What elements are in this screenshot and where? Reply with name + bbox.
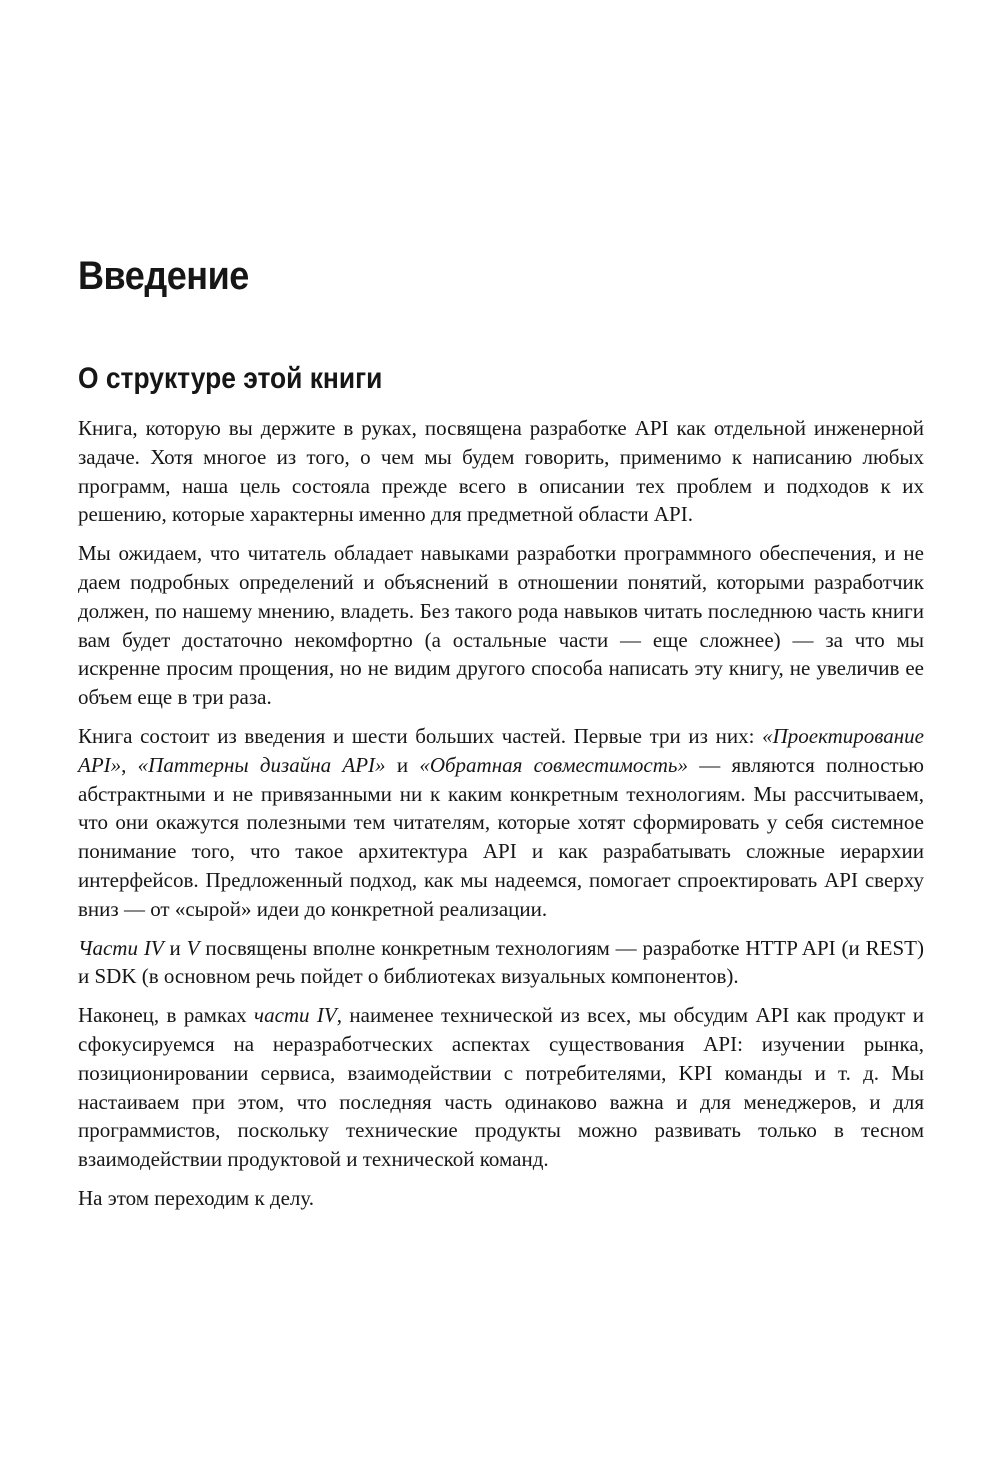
paragraph-6: На этом переходим к делу. <box>78 1185 315 1210</box>
paragraph-5 <box>78 1001 924 1174</box>
paragraph-2: Мы ожидаем, что читатель обладает навыками разработки программного обеспечения, и не даем подробных определений и объяснений в отношении понятий, которыми разработчик должен, по нашему мнению, владеть. Без такого рода навыков читать последнюю часть книги вам будет достаточно некомфортно (а остальные части — еще сложнее) — за что мы искренне просим прощения, но не видим другого способа написать эту книгу, не увеличив ее объем еще в три раза. <box>78 541 924 710</box>
paragraph-3 <box>78 722 924 924</box>
paragraph-3-text-b: , <box>121 752 138 777</box>
paragraph-5-text-b: , наименее технической из всех, мы обсудим API как продукт и сфокусируемся на неразработческих аспектах существования API: изучении рынка, позиционировании сервиса, взаимодействии с потребителями, KPI команды и т. д. Мы настаиваем при этом, что последняя часть одинаково важна и для менеджеров, и для программистов, поскольку технические продукты можно развивать только в тесном взаимодействии продуктовой и технической команд. <box>78 1003 925 1172</box>
body-text <box>78 414 924 1223</box>
paragraph-1: Книга, которую вы держите в руках, посвящена разработке API как отдельной инженерной задаче. Хотя многое из того, о чем мы будем говорить, применимо к написанию любых программ, наша цель состояла прежде всего в описании тех проблем и подходов к их решению, которые характерны именно для предметной области API. <box>78 416 924 527</box>
paragraph-4-and: и <box>163 935 187 960</box>
paragraph-4-text: посвящены вполне конкретным технологиям — разработке HTTP API (и REST) и SDK (в основном речь пойдет о библиотеках визуальных компонентов). <box>78 935 924 989</box>
part-title-design: «Проектирование API» <box>78 723 924 777</box>
chapter-title: Введение <box>78 254 249 298</box>
part-ref-iv: части IV <box>254 1003 337 1028</box>
paragraph-3-text-a: Книга состоит из введения и шести больших частей. Первые три из них: <box>78 723 763 748</box>
part-title-compatibility: «Обратная совместимость» <box>419 752 688 777</box>
parts-ref-iv: Части IV <box>78 935 164 960</box>
parts-ref-v: V <box>186 935 200 960</box>
paragraph-5-text-a: Наконец, в рамках <box>78 1003 255 1028</box>
paragraph-4 <box>78 934 924 992</box>
part-title-patterns: «Паттерны дизайна API» <box>137 752 386 777</box>
section-title: О структуре этой книги <box>78 362 383 395</box>
paragraph-3-text-c: и <box>385 752 420 777</box>
paragraph-3-text-d: — являются полностью абстрактными и не привязанными ни к каким конкретным технологиям. Мы рассчитываем, что они окажутся полезными тем читателям, которые хотят сформировать у себя системное понимание того, что такое архитектура API и как разрабатывать сложные иерархии интерфейсов. Предложенный подход, как мы надеемся, помогает спроектировать API сверху вниз — от «сырой» идеи до конкретной реализации. <box>78 752 924 921</box>
